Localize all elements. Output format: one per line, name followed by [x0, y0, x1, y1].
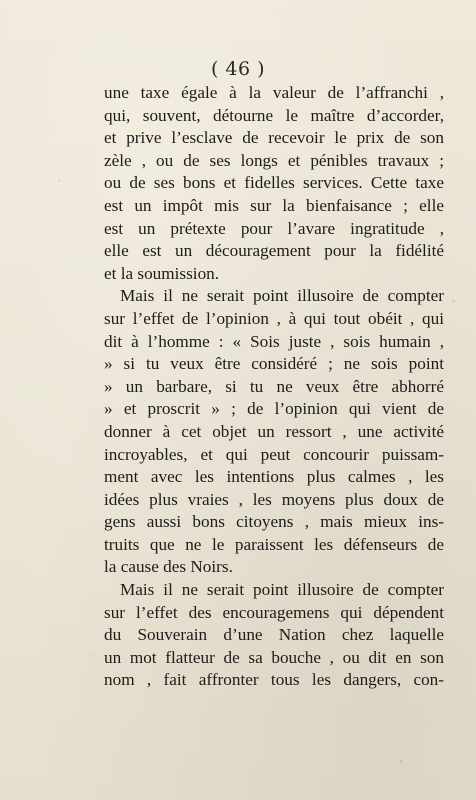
text-line: Mais il ne serait point illusoire de compter: [120, 580, 444, 600]
text-line: donner à cet objet un ressort , une activité: [104, 421, 444, 441]
text-line: » si tu veux être considéré ; ne sois point: [104, 354, 444, 374]
text-line: est un impôt mis sur la bienfaisance ; elle: [104, 195, 444, 215]
text-line: dit à l’homme : « Sois juste , sois humain ,: [104, 331, 444, 351]
paper-speck: [452, 300, 455, 302]
text-line: truits que ne le paraissent les défenseurs de: [104, 534, 444, 554]
text-line: idées plus vraies , les moyens plus doux de: [104, 489, 444, 509]
text-line: sur l’effet des encouragemens qui dépendent: [104, 602, 444, 622]
body-text: [104, 82, 444, 692]
text-line: et prive l’esclave de recevoir le prix de son: [104, 128, 444, 148]
paper-speck: [400, 760, 402, 763]
text-line: la cause des Noirs.: [104, 557, 233, 577]
paper-speck: [90, 655, 92, 657]
text-line: une taxe égale à la valeur de l’affranchi ,: [104, 83, 444, 102]
page-number: ( 46 ): [210, 58, 266, 80]
text-line: sur l’effet de l’opinion , à qui tout obéit , qui: [104, 308, 444, 328]
text-line: un mot flatteur de sa bouche , ou dit en son: [104, 647, 444, 667]
text-line: zèle , ou de ses longs et pénibles travaux ;: [104, 150, 444, 170]
text-line: elle est un découragement pour la fidélité: [104, 241, 444, 261]
text-line: ment avec les intentions plus calmes , les: [104, 467, 444, 487]
text-line: nom , fait affronter tous les dangers, con-: [104, 670, 444, 690]
text-line: est un prétexte pour l’avare ingratitude ,: [104, 218, 444, 238]
text-line: ou de ses bons et fidelles services. Cette taxe: [104, 173, 444, 193]
text-line: et la soumission.: [104, 263, 220, 283]
text-line: incroyables, et qui peut concourir puissam-: [104, 444, 444, 464]
paper-speck: [58, 180, 60, 182]
text-line: » un barbare, si tu ne veux être abhorré: [104, 376, 444, 396]
text-line: Mais il ne serait point illusoire de compter: [120, 286, 444, 306]
text-line: du Souverain d’une Nation chez laquelle: [104, 625, 444, 645]
text-line: » et proscrit » ; de l’opinion qui vient de: [104, 399, 444, 419]
text-line: qui, souvent, détourne le maître d’accorder,: [104, 105, 444, 125]
text-line: gens aussi bons citoyens , mais mieux ins-: [104, 512, 444, 532]
